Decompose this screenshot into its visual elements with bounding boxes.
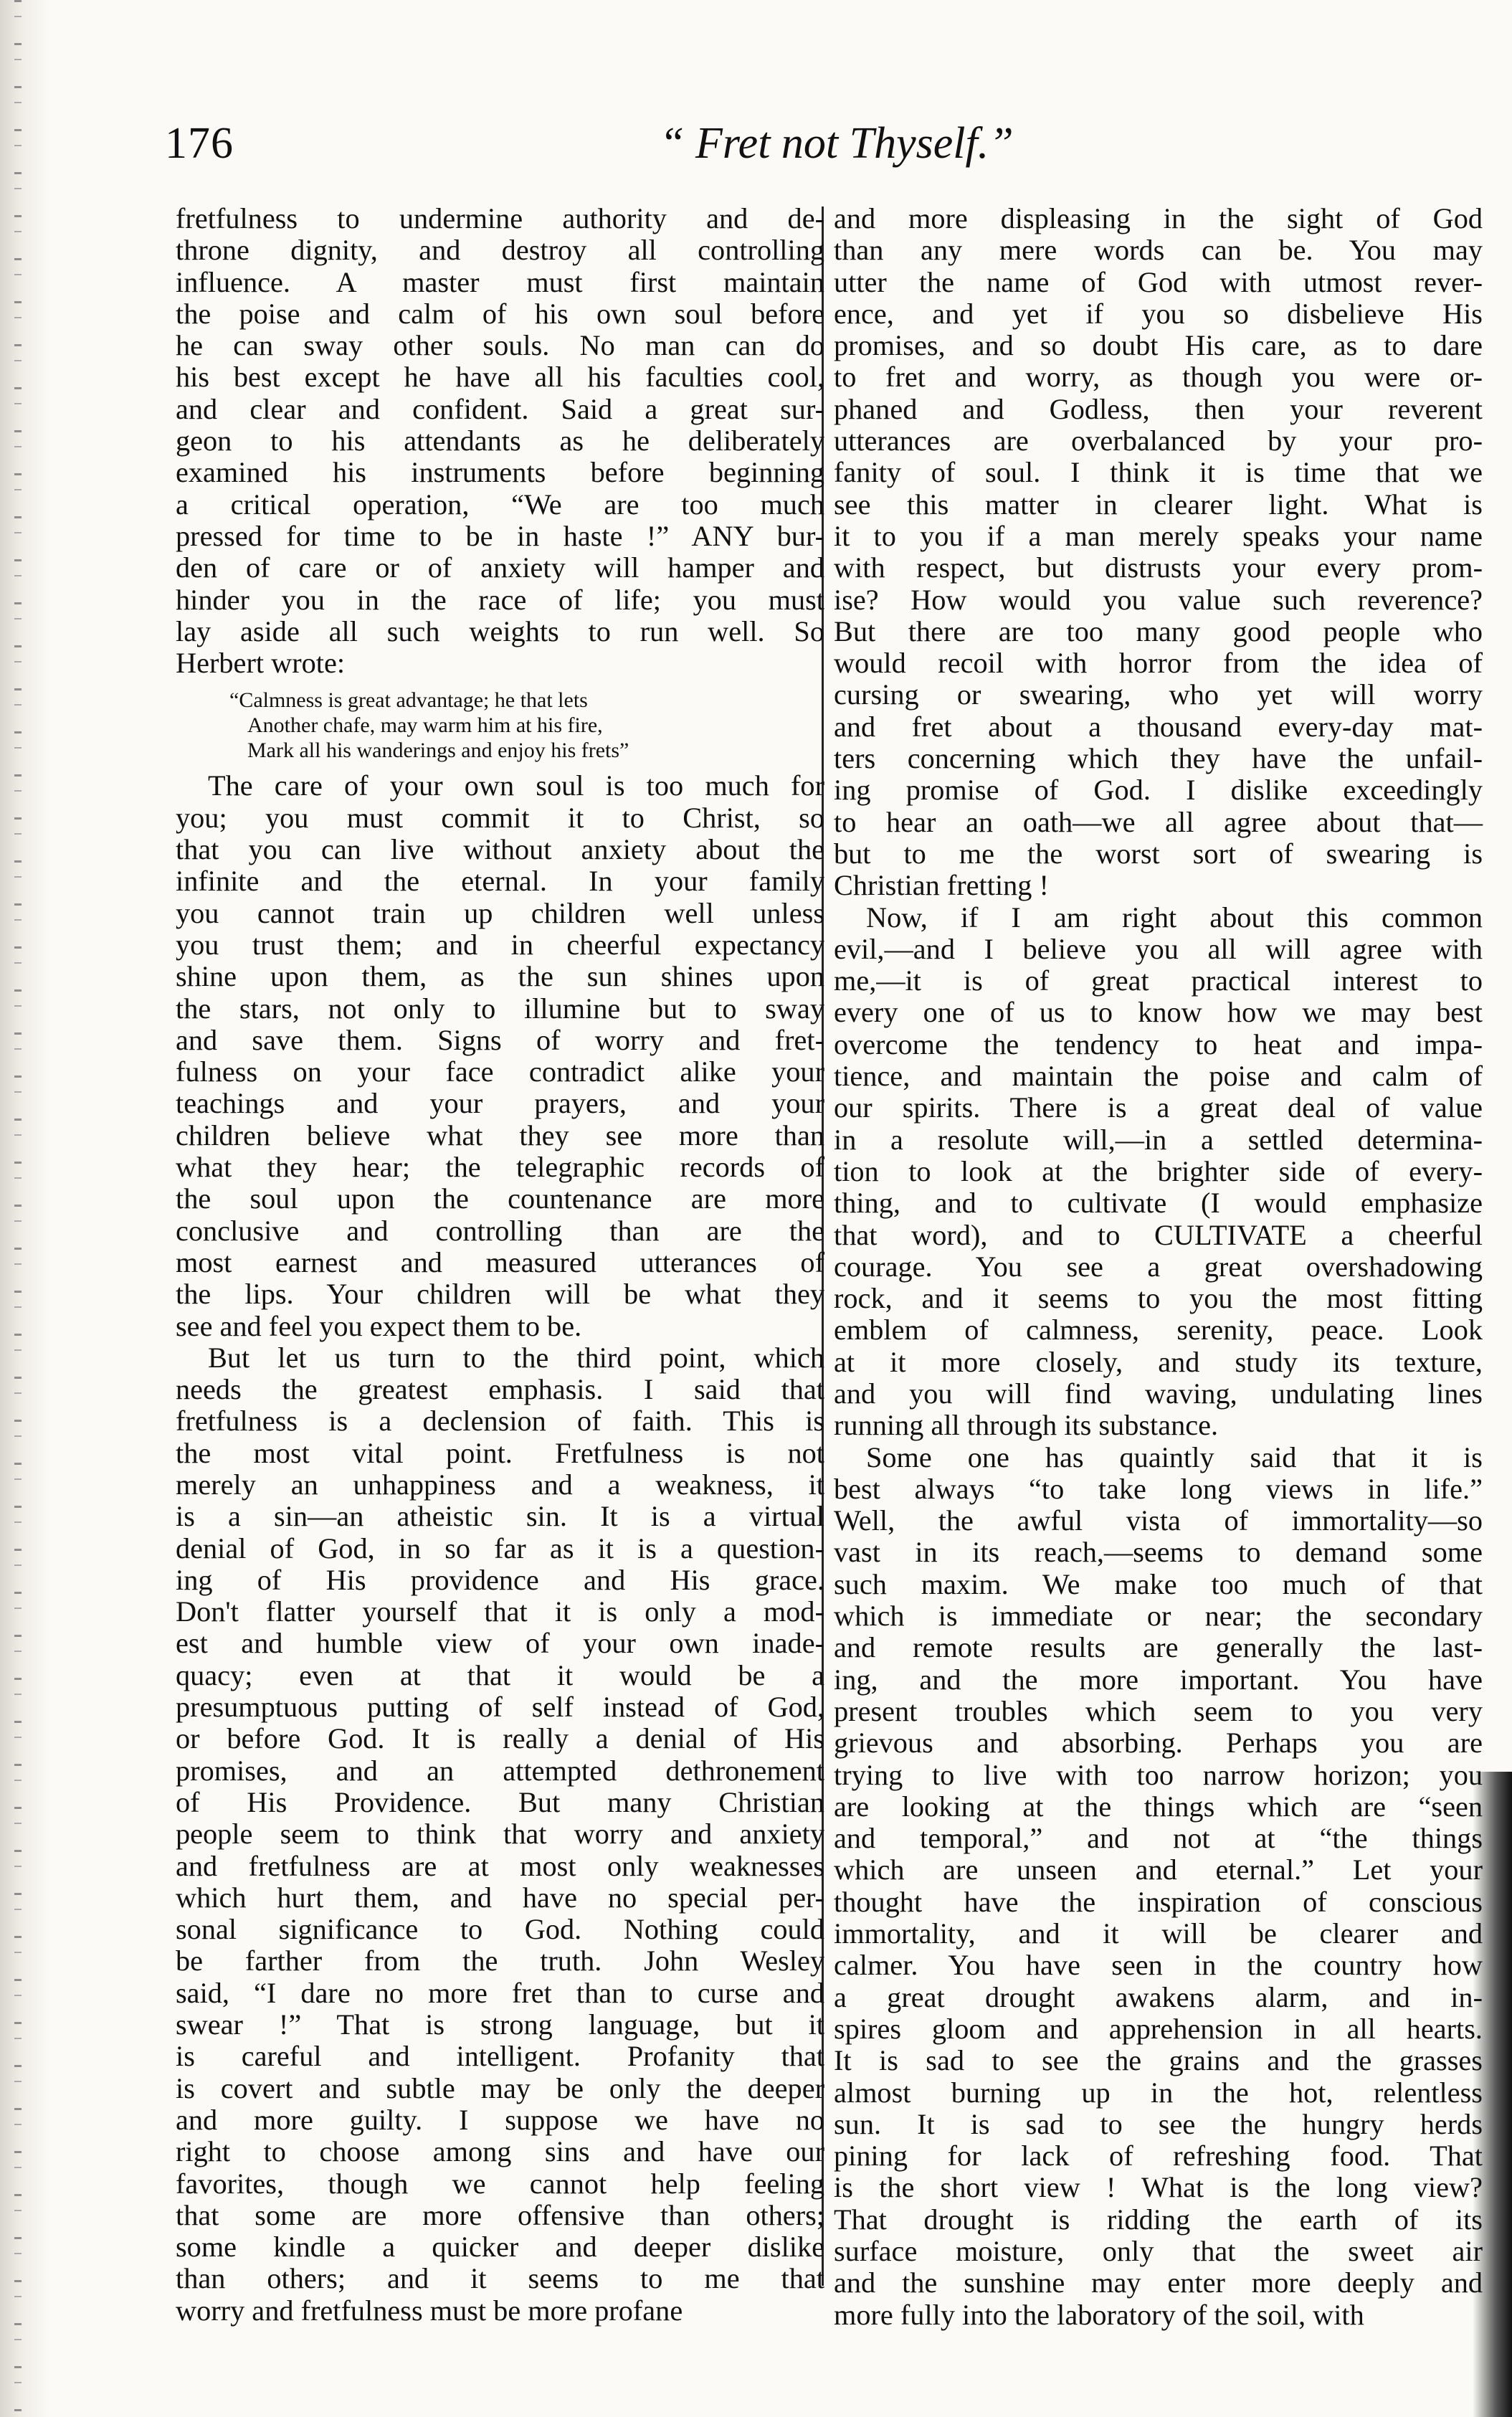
- text-line: our spirits. There is a great deal of value: [834, 1091, 1483, 1124]
- text-line: and temporal,” and not at “the things: [834, 1822, 1483, 1855]
- text-line: thing, and to cultivate (I would emphasize: [834, 1187, 1483, 1220]
- text-line: cursing or swearing, who yet will worry: [834, 678, 1483, 711]
- text-line: trying to live with too narrow horizon; you: [834, 1758, 1483, 1791]
- text-line: which hurt them, and have no special per-: [176, 1881, 824, 1914]
- text-line: teachings and your prayers, and your: [176, 1087, 824, 1120]
- text-line: to fret and worry, as though you were or-: [834, 361, 1483, 394]
- text-line: rock, and it seems to you the most fitting: [834, 1282, 1483, 1315]
- text-line: promises, and so doubt His care, as to dare: [834, 329, 1483, 362]
- text-line: would recoil with horror from the idea of: [834, 647, 1483, 680]
- text-line: and more displeasing in the sight of God: [834, 202, 1483, 234]
- text-line: lay aside all such weights to run well. So: [176, 614, 824, 647]
- text-line: and more guilty. I suppose we have no: [176, 2103, 824, 2136]
- text-line: said, “I dare no more fret than to curse and: [176, 1976, 824, 2009]
- text-line: Christian fretting !: [834, 869, 1049, 902]
- text-line: pressed for time to be in haste !” ANY bur-: [176, 519, 824, 552]
- text-line: quacy; even at that it would be a: [176, 1658, 824, 1691]
- text-line: courage. You see a great overshadowing: [834, 1250, 1483, 1283]
- text-line: Herbert wrote:: [176, 647, 346, 680]
- text-line: children believe what they see more than: [176, 1119, 824, 1151]
- text-line: calmer. You have seen in the country how: [834, 1949, 1483, 1982]
- text-line: and clear and confident. Said a great sur-: [176, 392, 824, 425]
- text-line: is the short view ! What is the long view?: [834, 2171, 1483, 2204]
- text-line: merely an unhappiness and a weakness, it: [176, 1468, 824, 1501]
- text-line: in a resolute will,—in a settled determina-: [834, 1123, 1483, 1156]
- text-line: The care of your own soul is too much for: [208, 769, 824, 802]
- text-line: surface moisture, only that the sweet air: [834, 2235, 1483, 2267]
- text-line: tience, and maintain the poise and calm of: [834, 1060, 1483, 1093]
- text-line: you; you must commit it to Christ, so: [176, 801, 824, 834]
- page-header: [165, 118, 1470, 176]
- text-line: thought have the inspiration of conscious: [834, 1885, 1483, 1918]
- text-line: the stars, not only to illumine but to sway: [176, 992, 824, 1025]
- text-line: ing of His providence and His grace.: [176, 1563, 824, 1596]
- text-line: fretfulness is a declension of faith. This is: [176, 1405, 824, 1438]
- text-line: of His Providence. But many Christian: [176, 1785, 824, 1818]
- text-line: you trust them; and in cheerful expectancy: [176, 928, 824, 961]
- text-line: sun. It is sad to see the hungry herds: [834, 2107, 1483, 2140]
- quote-line: Another chafe, may warm him at his fire,: [247, 713, 603, 738]
- text-line: Some one has quaintly said that it is: [866, 1440, 1483, 1473]
- text-line: den of care or of anxiety will hamper and: [176, 551, 824, 584]
- left-column: [176, 203, 824, 2327]
- text-line: But there are too many good people who: [834, 614, 1483, 647]
- text-line: Don't flatter yourself that it is only a mod-: [176, 1595, 824, 1628]
- text-line: is careful and intelligent. Profanity that: [176, 2040, 824, 2073]
- text-line: spires gloom and apprehension in all hearts.: [834, 2012, 1483, 2045]
- text-line: fretfulness to undermine authority and de-: [176, 202, 824, 234]
- text-line: est and humble view of your own inade-: [176, 1627, 824, 1660]
- page-left-edge-shadow: [0, 0, 50, 2417]
- text-line: phaned and Godless, then your reverent: [834, 392, 1483, 425]
- text-line: ing, and the more important. You have: [834, 1663, 1483, 1696]
- text-line: most earnest and measured utterances of: [176, 1245, 824, 1278]
- text-line: tion to look at the brighter side of every-: [834, 1154, 1483, 1187]
- text-line: influence. A master must first maintain: [176, 265, 824, 298]
- text-line: that word), and to CULTIVATE a cheerful: [834, 1218, 1483, 1251]
- text-line: favorites, though we cannot help feeling: [176, 2167, 824, 2200]
- text-line: almost burning up in the hot, relentless: [834, 2076, 1483, 2109]
- text-line: emblem of calmness, serenity, peace. Look: [834, 1314, 1483, 1347]
- text-line: But let us turn to the third point, which: [208, 1341, 824, 1374]
- text-line: such maxim. We make too much of that: [834, 1567, 1483, 1600]
- text-line: be farther from the truth. John Wesley: [176, 1944, 824, 1977]
- text-line: it to you if a man merely speaks your name: [834, 519, 1483, 552]
- text-line: needs the greatest emphasis. I said that: [176, 1373, 824, 1406]
- text-line: promises, and an attempted dethronement: [176, 1754, 824, 1787]
- text-line: his best except he have all his faculties cool,: [176, 361, 824, 394]
- text-line: the lips. Your children will be what they: [176, 1278, 824, 1311]
- page-number: 176: [165, 119, 234, 168]
- text-line: are looking at the things which are “seen: [834, 1790, 1483, 1823]
- right-column: [834, 203, 1483, 2331]
- text-line: Well, the awful vista of immortality—so: [834, 1504, 1483, 1537]
- text-line: denial of God, in so far as it is a question-: [176, 1532, 824, 1564]
- text-line: ence, and yet if you so disbelieve His: [834, 297, 1483, 330]
- text-line: swear !” That is strong language, but it: [176, 2008, 824, 2041]
- text-line: what they hear; the telegraphic records of: [176, 1151, 824, 1184]
- text-line: than others; and it seems to me that: [176, 2262, 824, 2295]
- text-line: fanity of soul. I think it is time that we: [834, 456, 1483, 489]
- text-line: conclusive and controlling than are the: [176, 1214, 824, 1247]
- text-line: utterances are overbalanced by your pro-: [834, 424, 1483, 457]
- text-line: but to me the worst sort of swearing is: [834, 837, 1483, 870]
- text-line: fulness on your face contradict alike your: [176, 1055, 824, 1088]
- text-line: infinite and the eternal. In your family: [176, 865, 824, 898]
- text-line: is a sin—an atheistic sin. It is a virtual: [176, 1500, 824, 1533]
- text-line: the poise and calm of his own soul before: [176, 297, 824, 330]
- text-line: and save them. Signs of worry and fret-: [176, 1023, 824, 1056]
- running-title: “ Fret not Thyself.”: [660, 119, 1014, 168]
- text-line: is covert and subtle may be only the deeper: [176, 2071, 824, 2104]
- text-line: right to choose among sins and have our: [176, 2135, 824, 2168]
- text-line: that some are more offensive than others;: [176, 2198, 824, 2231]
- text-line: overcome the tendency to heat and impa-: [834, 1027, 1483, 1060]
- text-line: evil,—and I believe you all will agree with: [834, 932, 1483, 965]
- text-line: That drought is ridding the earth of its: [834, 2203, 1483, 2236]
- text-line: utter the name of God with utmost rever-: [834, 265, 1483, 298]
- text-line: or before God. It is really a denial of His: [176, 1722, 824, 1755]
- text-line: pining for lack of refreshing food. That: [834, 2140, 1483, 2173]
- text-line: me,—it is of great practical interest to: [834, 964, 1483, 997]
- text-line: ters concerning which they have the unfail-: [834, 742, 1483, 775]
- text-line: you cannot train up children well unless: [176, 896, 824, 929]
- text-line: the soul upon the countenance are more: [176, 1182, 824, 1215]
- text-line: people seem to think that worry and anxiety: [176, 1818, 824, 1851]
- text-line: at it more closely, and study its texture,: [834, 1345, 1483, 1378]
- text-line: more fully into the laboratory of the soil, with: [834, 2298, 1364, 2331]
- text-line: present troubles which seem to you very: [834, 1694, 1483, 1727]
- text-line: Now, if I am right about this common: [866, 901, 1483, 934]
- text-line: shine upon them, as the sun shines upon: [176, 960, 824, 993]
- text-line: to hear an oath—we all agree about that—: [834, 805, 1483, 838]
- text-line: and fretfulness are at most only weaknesses: [176, 1849, 824, 1882]
- text-line: and you will find waving, undulating lines: [834, 1377, 1483, 1410]
- text-line: than any mere words can be. You may: [834, 234, 1483, 267]
- text-line: the most vital point. Fretfulness is not: [176, 1436, 824, 1469]
- text-line: which are unseen and eternal.” Let your: [834, 1853, 1483, 1886]
- text-line: ing promise of God. I dislike exceedingly: [834, 774, 1483, 807]
- text-line: a great drought awakens alarm, and in-: [834, 1980, 1483, 2013]
- text-line: grievous and absorbing. Perhaps you are: [834, 1727, 1483, 1760]
- text-line: see this matter in clearer light. What is: [834, 488, 1483, 521]
- text-line: running all through its substance.: [834, 1409, 1219, 1442]
- text-line: a critical operation, “We are too much: [176, 488, 824, 521]
- text-line: best always “to take long views in life.”: [834, 1472, 1483, 1505]
- text-line: It is sad to see the grains and the grasses: [834, 2044, 1483, 2077]
- text-line: immortality, and it will be clearer and: [834, 1917, 1483, 1950]
- text-line: see and feel you expect them to be.: [176, 1309, 582, 1342]
- text-line: geon to his attendants as he deliberately: [176, 424, 824, 457]
- text-line: and the sunshine may enter more deeply and: [834, 2266, 1483, 2299]
- quote-line: Mark all his wanderings and enjoy his frets”: [247, 739, 629, 763]
- text-line: which is immediate or near; the secondary: [834, 1600, 1483, 1633]
- text-line: sonal significance to God. Nothing could: [176, 1913, 824, 1946]
- text-line: worry and fretfulness must be more profane: [176, 2294, 683, 2327]
- text-line: vast in its reach,—seems to demand some: [834, 1536, 1483, 1569]
- text-line: he can sway other souls. No man can do: [176, 329, 824, 362]
- quote-line: “Calmness is great advantage; he that lets: [229, 688, 588, 713]
- text-line: hinder you in the race of life; you must: [176, 583, 824, 616]
- text-line: ise? How would you value such reverence?: [834, 583, 1483, 616]
- text-line: and fret about a thousand every-day mat-: [834, 710, 1483, 743]
- text-line: presumptuous putting of self instead of God,: [176, 1691, 824, 1724]
- text-line: with respect, but distrusts your every prom-: [834, 551, 1483, 584]
- text-line: examined his instruments before beginning: [176, 456, 824, 489]
- text-line: some kindle a quicker and deeper dislike: [176, 2231, 824, 2264]
- text-line: throne dignity, and destroy all controlling: [176, 234, 824, 267]
- text-line: that you can live without anxiety about the: [176, 833, 824, 866]
- text-line: and remote results are generally the last-: [834, 1631, 1483, 1664]
- text-line: every one of us to know how we may best: [834, 996, 1483, 1029]
